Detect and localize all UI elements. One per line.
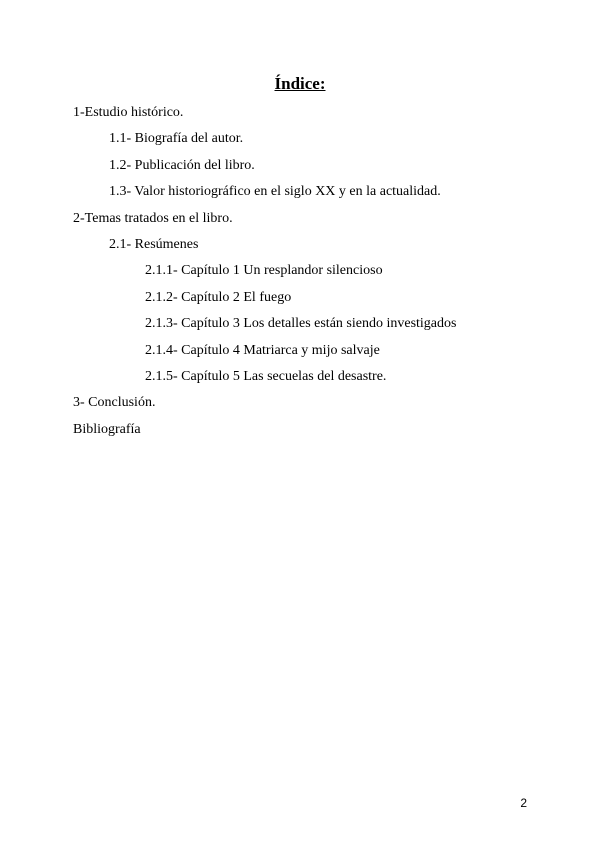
- toc-entry: 2.1.3- Capítulo 3 Los detalles están siendo investigados: [145, 316, 457, 332]
- toc-entry: 2.1- Resúmenes: [109, 236, 199, 252]
- toc-entry: 2.1.1- Capítulo 1 Un resplandor silencioso: [145, 263, 383, 279]
- toc-entry: 3- Conclusión.: [73, 395, 156, 411]
- toc-entry: 2.1.5- Capítulo 5 Las secuelas del desastre.: [145, 368, 387, 384]
- toc-entry: 1.2- Publicación del libro.: [109, 157, 255, 173]
- page-title: Índice:: [274, 74, 326, 93]
- toc-entry: 1.3- Valor historiográfico en el siglo XX y en la actualidad.: [109, 184, 441, 200]
- toc-entry: 1-Estudio histórico.: [73, 105, 184, 120]
- toc-entry: 2.1.4- Capítulo 4 Matriarca y mijo salvaje: [145, 342, 380, 358]
- table-of-contents: [0, 100, 600, 443]
- toc-entry: 2.1.2- Capítulo 2 El fuego: [145, 289, 292, 305]
- toc-entry: Bibliografía: [73, 421, 141, 437]
- page-number: 2: [520, 796, 527, 810]
- toc-entry: 1.1- Biografía del autor.: [109, 131, 244, 147]
- toc-entry: 2-Temas tratados en el libro.: [73, 210, 233, 226]
